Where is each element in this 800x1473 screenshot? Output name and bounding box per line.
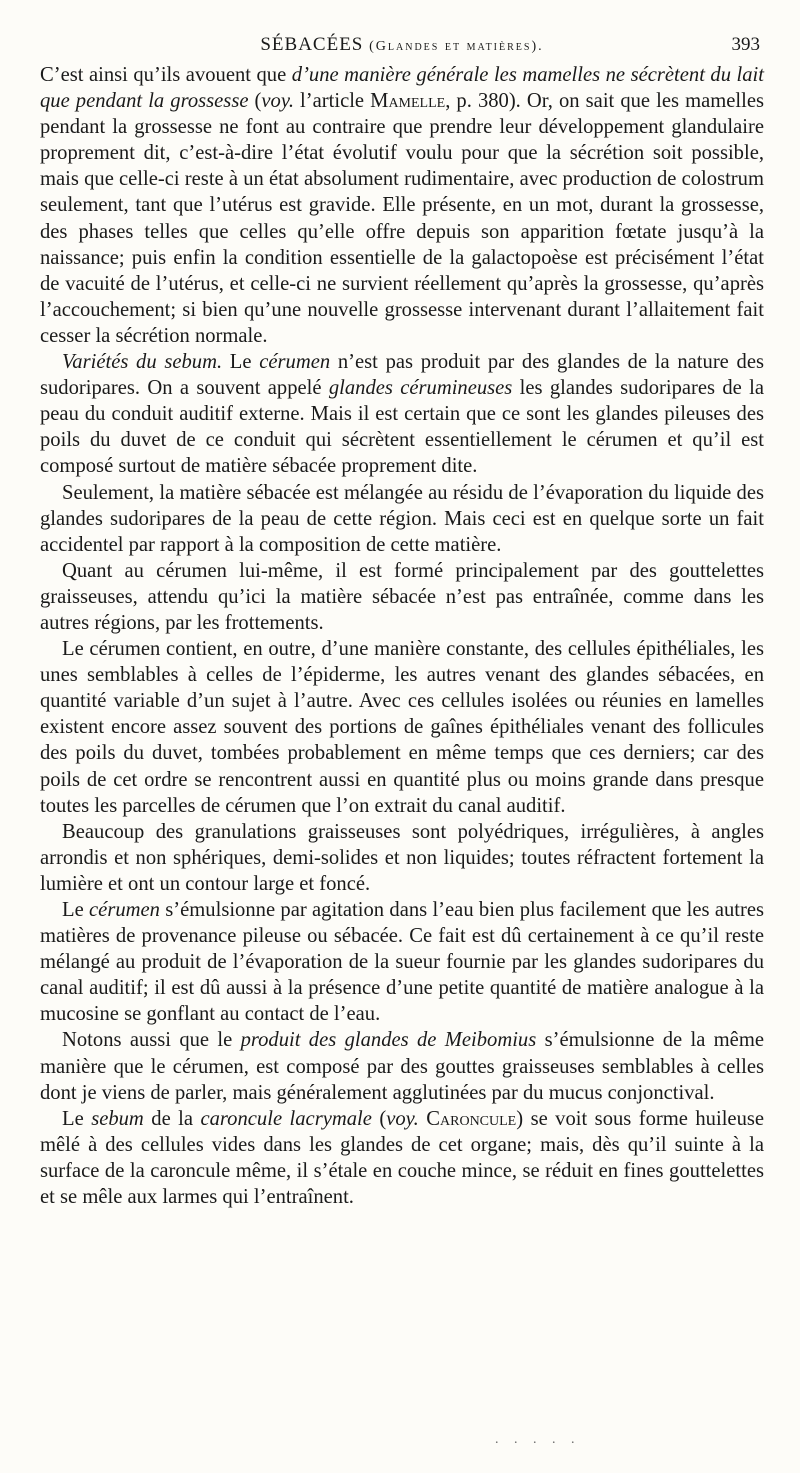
text-run: Le [222, 351, 260, 374]
text-run: Le [62, 1107, 92, 1130]
text-run: ( [248, 90, 262, 113]
paragraph [40, 897, 764, 1027]
running-title [40, 34, 764, 56]
italic-run: glandes cérumineuses [328, 377, 513, 400]
running-header [40, 30, 764, 62]
italic-run: caroncule lacrymale [200, 1107, 372, 1130]
italic-run: cérumen [89, 899, 160, 921]
small-caps-run: Caroncule [426, 1107, 517, 1130]
paragraph [40, 558, 764, 636]
paragraph [40, 1027, 764, 1105]
body-text [40, 62, 764, 1210]
text-run: n’est pas produit par des glandes de la nature des sudoripares. On a souvent appelé [40, 351, 764, 400]
paragraph [40, 819, 764, 897]
text-run: Notons aussi que le [62, 1029, 241, 1052]
italic-run: sebum [91, 1107, 144, 1130]
text-run: s’émulsionne par agitation dans l’eau bien plus facilement que les autres matières de provenance pileuse ou sébacée. Ce fait est dû certainement à ce qu’il reste mélangé au produit de l’évaporation de la sueur fournie par les glandes sudoripares du canal auditif; il est dû aussi à la présence d’une petite quantité de matière analogue à la mucosine se gonflant au contact de l’eau. [40, 899, 764, 1026]
italic-run: voy. [386, 1107, 419, 1130]
italic-run: Variétés du sebum. [62, 351, 223, 374]
footer-marks: . . . . . [495, 1432, 581, 1447]
italic-run: d’une manière générale les mamelles ne sécrètent du lait que pendant la grossesse [40, 64, 764, 113]
text-run: , p. 380). Or, on sait que les mamelles pendant la grossesse ne font au contraire que prendre leur développement glandulaire proprement dit, c’est-à-dire l’état évolutif voulu pour que la sécrétion soit possible, mais que celle-ci reste à un état absolument rudimentaire, avec production de colostrum seulement, tant que l’utérus est gravide. Elle présente, en un mot, durant la grossesse, des phases telles que celles qu’elle offre depuis son apparition fœtate jusqu’à la naissance; puis enfin la condition essentielle de la galactopoèse est précisément l’état de vacuité de l’utérus, et celle-ci ne survient réellement qu’après la grossesse, qu’après l’accouchement; si bien qu’une nouvelle grossesse intervenant durant l’allaitement fait cesser la sécrétion normale. [40, 90, 764, 347]
text-run: ) se voit sous forme huileuse mêlé à des cellules vides dans les glandes de cet organe; mais, dès qu’il suinte à la surface de la caroncule même, il s’étale en couche mince, se réduit en fines gouttelettes et se mêle aux larmes qui l’entraînent. [40, 1107, 765, 1209]
text-run: de la [143, 1107, 201, 1130]
page-number: 393 [731, 34, 760, 55]
text-run: Quant au cérumen lui-même, il est formé principalement par des gouttelettes graisseuses, attendu qu’ici la matière sébacée n’est pas entraînée, comme dans les autres régions, par les frottements. [40, 559, 764, 634]
paragraph [40, 349, 764, 479]
italic-run: produit des glandes de Meibomius [240, 1029, 537, 1052]
paragraph [40, 480, 764, 558]
paragraph [40, 62, 764, 349]
text-run: Le [62, 899, 90, 921]
italic-run: voy. [261, 90, 294, 113]
text-run: s’émulsionne de la même manière que le cérumen, est composé par des gouttes graisseuses semblables à celles dont je viens de parler, mais généralement agglutinées par du mucus conjonctival. [40, 1029, 764, 1104]
text-run: Beaucoup des granulations graisseuses sont polyédriques, irrégulières, à angles arrondis et non sphériques, demi-solides et non liquides; toutes réfractent fortement la lumière et ont un contour large et foncé. [40, 820, 764, 895]
text-run: C’est ainsi qu’ils avouent que [40, 64, 292, 86]
paragraph [40, 636, 764, 819]
small-caps-run: Mamelle [370, 90, 446, 113]
italic-run: cérumen [259, 351, 331, 374]
running-title-sub: (Glandes et matières). [369, 39, 544, 54]
text-run: ( [371, 1107, 387, 1130]
text-run: Seulement, la matière sébacée est mélangée au résidu de l’évaporation du liquide des glandes sudoripares de la peau de cette région. Mais ceci est en quelque sorte un fait accidentel par rapport à la composition de cette matière. [40, 481, 764, 556]
text-run: les glandes sudoripares de la peau du conduit auditif externe. Mais il est certain que ce sont les glandes pileuses des poils du duvet de ce conduit qui sécrètent essentiellement le cérumen et qu’il est composé surtout de matière sébacée proprement dite. [40, 377, 764, 478]
text-run: Le cérumen contient, en outre, d’une manière constante, des cellules épithéliales, les unes semblables à celles de l’épiderme, les autres venant des glandes sébacées, en quantité variable d’un sujet à l’autre. Avec ces cellules isolées ou réunies en lamelles existent encore assez souvent des portions de gaînes épithéliales venant des follicules des poils du duvet, tombées probablement en même temps que ces derniers; car des poils de cet ordre se rencontrent aussi en quantité plus ou moins grande dans presque toutes les parcelles de cérumen que l’on extrait du canal auditif. [40, 638, 764, 817]
paragraph [40, 1106, 764, 1210]
running-title-main: SÉBACÉES [260, 34, 364, 55]
text-run: l’article [293, 90, 371, 113]
